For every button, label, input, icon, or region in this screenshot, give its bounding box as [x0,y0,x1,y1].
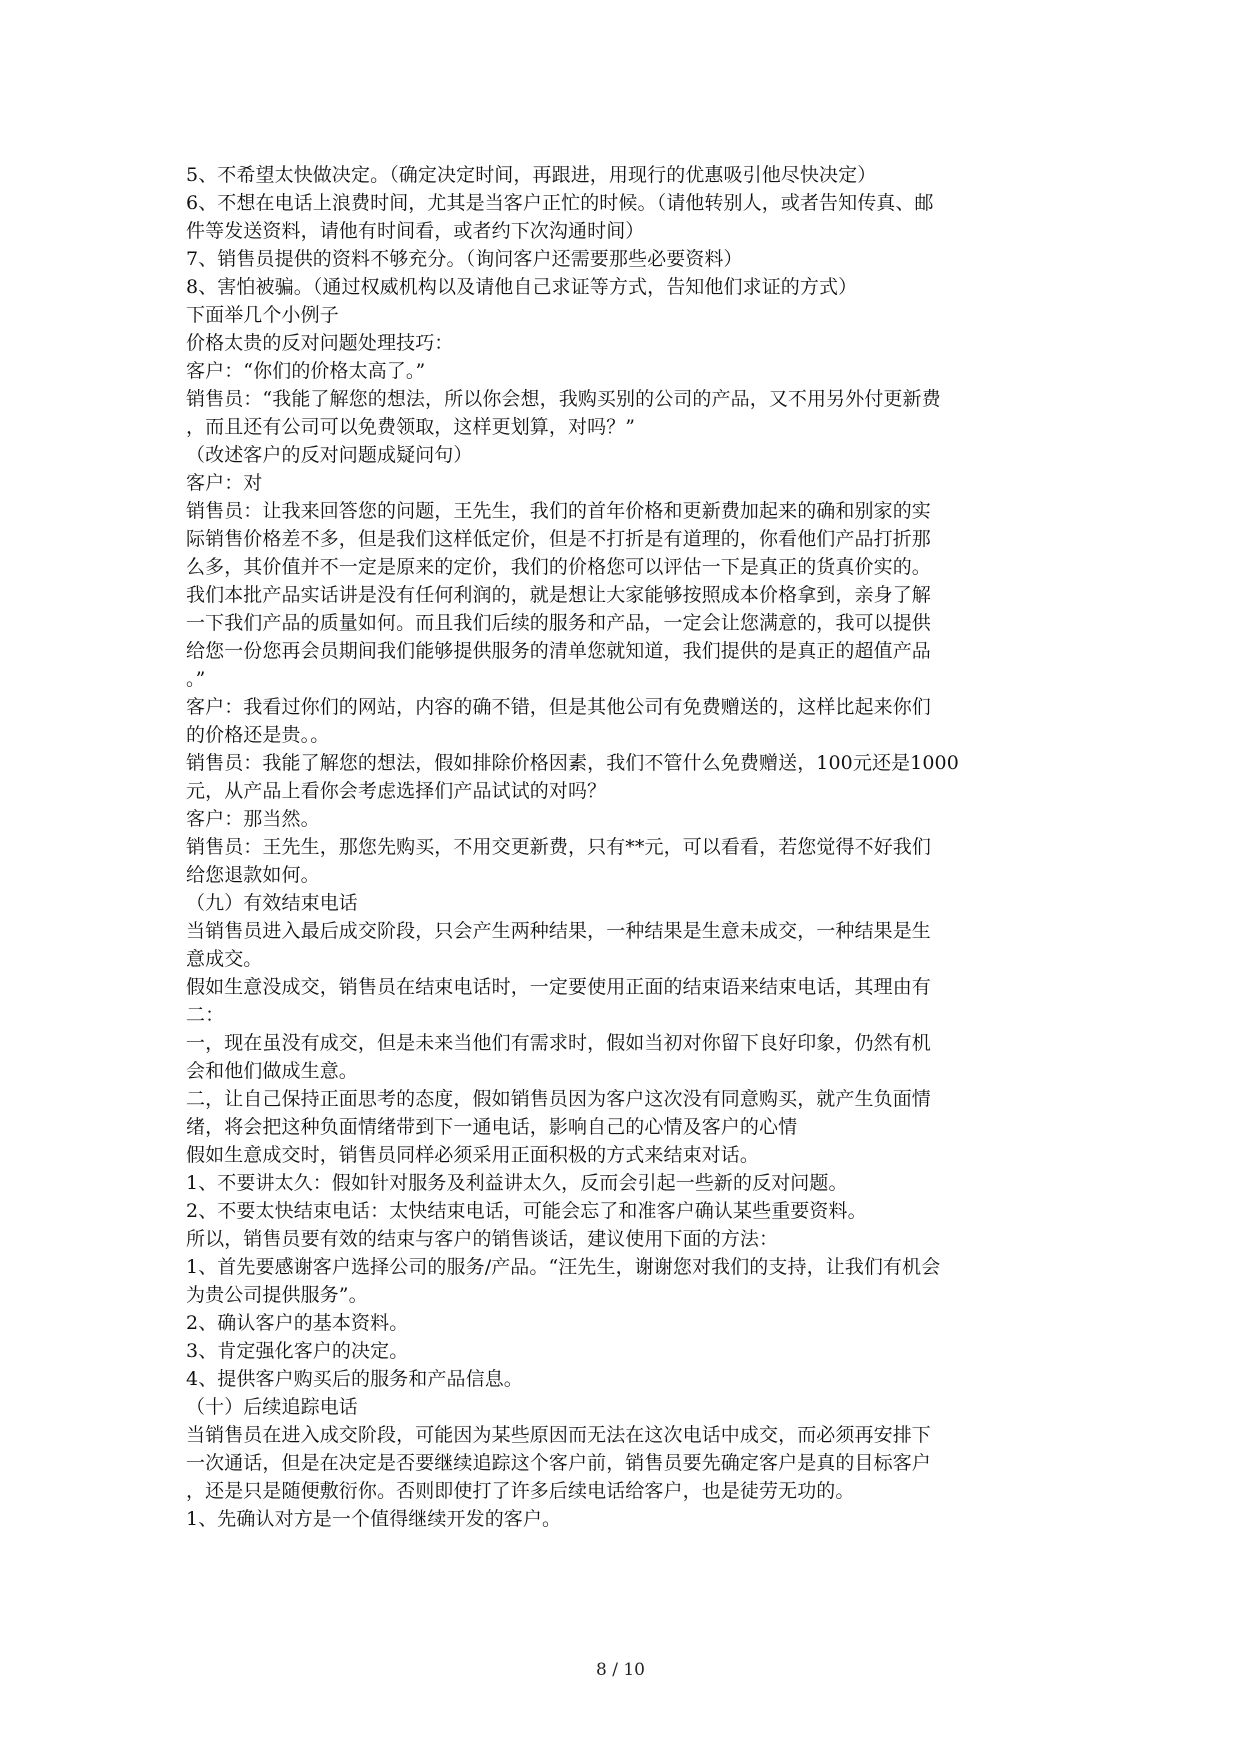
text-line: ，而且还有公司可以免费领取，这样更划算，对吗？” [186,416,636,438]
text-line: 。” [186,668,206,690]
text-line: 会和他们做成生意。 [186,1060,358,1082]
text-line: 一，现在虽没有成交，但是未来当他们有需求时，假如当初对你留下良好印象，仍然有机 [186,1032,931,1054]
text-line: 2、确认客户的基本资料。 [186,1312,409,1334]
text-line: 8、害怕被骗。（通过权威机构以及请他自己求证等方式，告知他们求证的方式） [186,276,858,298]
text-line: 假如生意没成交，销售员在结束电话时，一定要使用正面的结束语来结束电话，其理由有 [186,976,931,998]
text-line: 销售员：“我能了解您的想法，所以你会想，我购买别的公司的产品，又不用另外付更新费 [186,388,941,410]
text-line: 5、不希望太快做决定。（确定决定时间，再跟进，用现行的优惠吸引他尽快决定） [186,164,877,186]
text-line: 客户：那当然。 [186,808,320,830]
text-line: 1、首先要感谢客户选择公司的服务/产品。“汪先生，谢谢您对我们的支持，让我们有机会 [186,1256,941,1278]
text-line: 销售员：我能了解您的想法，假如排除价格因素，我们不管什么免费赠送，100元还是1000 [186,752,959,774]
text-line: 4、提供客户购买后的服务和产品信息。 [186,1368,523,1390]
text-line: 客户：“你们的价格太高了。” [186,360,426,382]
text-line: 际销售价格差不多，但是我们这样低定价，但是不打折是有道理的，你看他们产品打折那 [186,528,931,550]
text-line: 6、不想在电话上浪费时间，尤其是当客户正忙的时候。（请他转别人，或者告知传真、邮 [186,192,934,214]
text-line: 价格太贵的反对问题处理技巧： [186,332,454,354]
text-line: 所以，销售员要有效的结束与客户的销售谈话，建议使用下面的方法： [186,1228,779,1250]
text-line: 假如生意成交时，销售员同样必须采用正面积极的方式来结束对话。 [186,1144,760,1166]
text-line: 2、不要太快结束电话：太快结束电话，可能会忘了和准客户确认某些重要资料。 [186,1200,867,1222]
text-line: 销售员：王先生，那您先购买，不用交更新费，只有**元，可以看看，若您觉得不好我们 [186,836,932,858]
text-line: 二，让自己保持正面思考的态度，假如销售员因为客户这次没有同意购买，就产生负面情 [186,1088,931,1110]
text-line: 客户：对 [186,472,263,494]
text-line: 7、销售员提供的资料不够充分。（询问客户还需要那些必要资料） [186,248,743,270]
text-line: （改述客户的反对问题成疑问句） [186,444,473,466]
text-line: 绪，将会把这种负面情绪带到下一通电话，影响自己的心情及客户的心情 [186,1116,798,1138]
text-line: 3、肯定强化客户的决定。 [186,1340,409,1362]
text-line: 下面举几个小例子 [186,304,339,326]
text-line: 为贵公司提供服务”。 [186,1284,368,1306]
text-line: 客户：我看过你们的网站，内容的确不错，但是其他公司有免费赠送的，这样比起来你们 [186,696,931,718]
text-line: 一次通话，但是在决定是否要继续追踪这个客户前，销售员要先确定客户是真的目标客户 [186,1452,931,1474]
text-line: 给您退款如何。 [186,864,320,886]
text-line: 1、先确认对方是一个值得继续开发的客户。 [186,1508,562,1530]
text-line: 当销售员进入最后成交阶段，只会产生两种结果，一种结果是生意未成交，一种结果是生 [186,920,931,942]
text-line: 当销售员在进入成交阶段，可能因为某些原因而无法在这次电话中成交，而必须再安排下 [186,1424,931,1446]
page-number: 8 / 10 [596,1660,645,1680]
text-line: 给您一份您再会员期间我们能够提供服务的清单您就知道，我们提供的是真正的超值产品 [186,640,931,662]
text-line: 1、不要讲太久：假如针对服务及利益讲太久，反而会引起一些新的反对问题。 [186,1172,848,1194]
text-line: 么多，其价值并不一定是原来的定价，我们的价格您可以评估一下是真正的货真价实的。 [186,556,931,578]
text-line: 二： [186,1004,225,1026]
text-line: 件等发送资料，请他有时间看，或者约下次沟通时间） [186,220,645,242]
text-line: ，还是只是随便敷衍你。否则即使打了许多后续电话给客户，也是徒劳无功的。 [186,1480,855,1502]
text-line: 我们本批产品实话讲是没有任何利润的，就是想让大家能够按照成本价格拿到，亲身了解 [186,584,931,606]
text-line: 销售员：让我来回答您的问题，王先生，我们的首年价格和更新费加起来的确和别家的实 [186,500,931,522]
text-line: 元，从产品上看你会考虑选择们产品试试的对吗？ [186,780,607,802]
text-line: 意成交。 [186,948,263,970]
text-line: （九）有效结束电话 [186,892,358,914]
text-line: 一下我们产品的质量如何。而且我们后续的服务和产品，一定会让您满意的，我可以提供 [186,612,931,634]
text-line: （十）后续追踪电话 [186,1396,358,1418]
text-line: 的价格还是贵。。 [186,724,330,746]
document-body [186,161,1056,1533]
